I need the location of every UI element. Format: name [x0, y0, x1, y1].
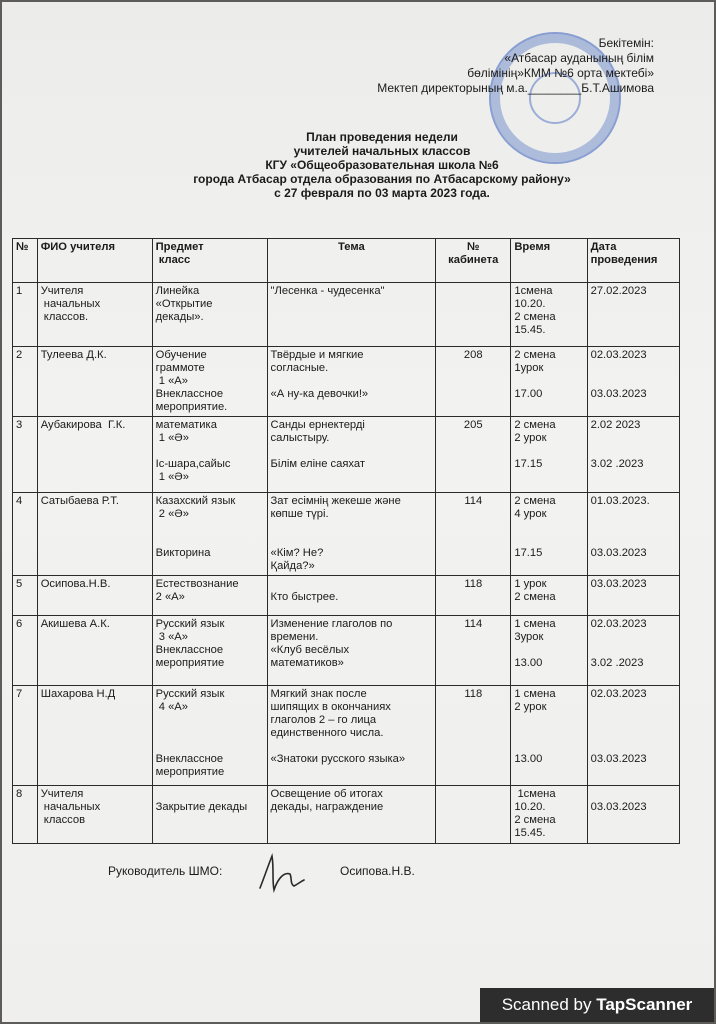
- cell-fio: Тулеева Д.К.: [37, 347, 152, 417]
- cell-room: 118: [436, 686, 511, 786]
- document-page: [2, 2, 714, 1022]
- cell-room: 118: [436, 576, 511, 616]
- cell-date: 02.03.2023 03.03.2023: [587, 686, 679, 786]
- cell-room: 114: [436, 616, 511, 686]
- signature-icon: [250, 848, 310, 896]
- table-row: [13, 686, 680, 786]
- table-row: [13, 417, 680, 493]
- cell-num: 8: [13, 786, 38, 844]
- cell-date: 03.03.2023: [587, 786, 679, 844]
- cell-subject: Русский язык 3 «А» Внеклассное мероприятие: [152, 616, 267, 686]
- cell-fio: Осипова.Н.В.: [37, 576, 152, 616]
- title-line: учителей начальных классов: [293, 144, 471, 158]
- cell-num: 6: [13, 616, 38, 686]
- approval-line: «Атбасар ауданының білім: [504, 51, 654, 65]
- table-row: [13, 786, 680, 844]
- cell-room: 208: [436, 347, 511, 417]
- cell-date: 02.03.2023 3.02 .2023: [587, 616, 679, 686]
- cell-room: [436, 786, 511, 844]
- cell-theme: "Лесенка - чудесенка": [267, 283, 436, 347]
- approval-line: бөлімінің»КММ №6 орта мектебі»: [467, 66, 654, 80]
- cell-room: 205: [436, 417, 511, 493]
- cell-time: 1 урок 2 смена: [511, 576, 587, 616]
- cell-theme: Твёрдые и мягкие согласные. «А ну-ка девочки!»: [267, 347, 436, 417]
- cell-fio: Акишева А.К.: [37, 616, 152, 686]
- cell-subject: Закрытие декады: [152, 786, 267, 844]
- cell-num: 3: [13, 417, 38, 493]
- cell-theme: Мягкий знак после шипящих в окончаниях глаголов 2 – го лица единственного числа. «Знатоки русского языка»: [267, 686, 436, 786]
- document-title: [122, 130, 642, 200]
- cell-theme: Изменение глаголов по времени. «Клуб весёлых математиков»: [267, 616, 436, 686]
- header-theme: Тема: [267, 239, 436, 283]
- header-room: № кабинета: [436, 239, 511, 283]
- table-row: [13, 347, 680, 417]
- watermark-prefix: Scanned by: [501, 995, 597, 1014]
- approval-line: Мектеп директорының м.а.________Б.Т.Ашимова: [377, 81, 654, 95]
- cell-subject: Обучение граммоте 1 «А» Внеклассное мероприятие.: [152, 347, 267, 417]
- cell-date: 2.02 2023 3.02 .2023: [587, 417, 679, 493]
- cell-num: 7: [13, 686, 38, 786]
- cell-time: 1 смена 2 урок 13.00: [511, 686, 587, 786]
- cell-subject: Русский язык 4 «А» Внеклассное мероприятие: [152, 686, 267, 786]
- cell-fio: Шахарова Н.Д: [37, 686, 152, 786]
- cell-subject: Казахский язык 2 «Ә» Викторина: [152, 493, 267, 576]
- table-header-row: [13, 239, 680, 283]
- table-row: [13, 616, 680, 686]
- cell-num: 1: [13, 283, 38, 347]
- footer-name: Осипова.Н.В.: [340, 864, 415, 878]
- cell-num: 2: [13, 347, 38, 417]
- cell-num: 5: [13, 576, 38, 616]
- approval-line: Бекітемін:: [598, 36, 654, 50]
- cell-theme: Кто быстрее.: [267, 576, 436, 616]
- footer-role: Руководитель ШМО:: [108, 864, 223, 878]
- approval-block: [377, 36, 654, 96]
- cell-subject: Естествознание 2 «А»: [152, 576, 267, 616]
- header-num: №: [13, 239, 38, 283]
- cell-subject: Линейка «Открытие декады».: [152, 283, 267, 347]
- cell-fio: Учителя начальных классов: [37, 786, 152, 844]
- table-row: [13, 493, 680, 576]
- cell-time: 2 смена 4 урок 17.15: [511, 493, 587, 576]
- header-fio: ФИО учителя: [37, 239, 152, 283]
- cell-time: 2 смена 2 урок 17.15: [511, 417, 587, 493]
- cell-date: 02.03.2023 03.03.2023: [587, 347, 679, 417]
- header-time: Время: [511, 239, 587, 283]
- cell-time: 2 смена 1урок 17.00: [511, 347, 587, 417]
- cell-fio: Аубакирова Г.К.: [37, 417, 152, 493]
- cell-date: 01.03.2023. 03.03.2023: [587, 493, 679, 576]
- cell-date: 03.03.2023: [587, 576, 679, 616]
- title-line: КГУ «Общеобразовательная школа №6: [265, 158, 499, 172]
- cell-time: 1 смена 3урок 13.00: [511, 616, 587, 686]
- cell-room: 114: [436, 493, 511, 576]
- header-subject: Предмет класс: [152, 239, 267, 283]
- table-row: [13, 283, 680, 347]
- header-date: Дата проведения: [587, 239, 679, 283]
- cell-fio: Сатыбаева Р.Т.: [37, 493, 152, 576]
- cell-subject: математика 1 «Ә» Іс-шара,сайыс 1 «Ә»: [152, 417, 267, 493]
- watermark-brand: TapScanner: [596, 995, 693, 1014]
- cell-room: [436, 283, 511, 347]
- cell-num: 4: [13, 493, 38, 576]
- title-line: План проведения недели: [306, 130, 458, 144]
- cell-theme: Санды ернектерді салыстыру. Білім еліне саяхат: [267, 417, 436, 493]
- cell-time: 1смена 10.20. 2 смена 15.45.: [511, 786, 587, 844]
- cell-fio: Учителя начальных классов.: [37, 283, 152, 347]
- schedule-table: [12, 238, 680, 844]
- cell-theme: Зат есімнің жекеше және көпше түрі. «Кім? Не? Қайда?»: [267, 493, 436, 576]
- cell-theme: Освещение об итогах декады, награждение: [267, 786, 436, 844]
- scanner-watermark: [480, 988, 714, 1022]
- title-line: города Атбасар отдела образования по Атбасарскому району»: [193, 172, 571, 186]
- cell-time: 1смена 10.20. 2 смена 15.45.: [511, 283, 587, 347]
- cell-date: 27.02.2023: [587, 283, 679, 347]
- table-row: [13, 576, 680, 616]
- title-line: с 27 февраля по 03 марта 2023 года.: [274, 186, 490, 200]
